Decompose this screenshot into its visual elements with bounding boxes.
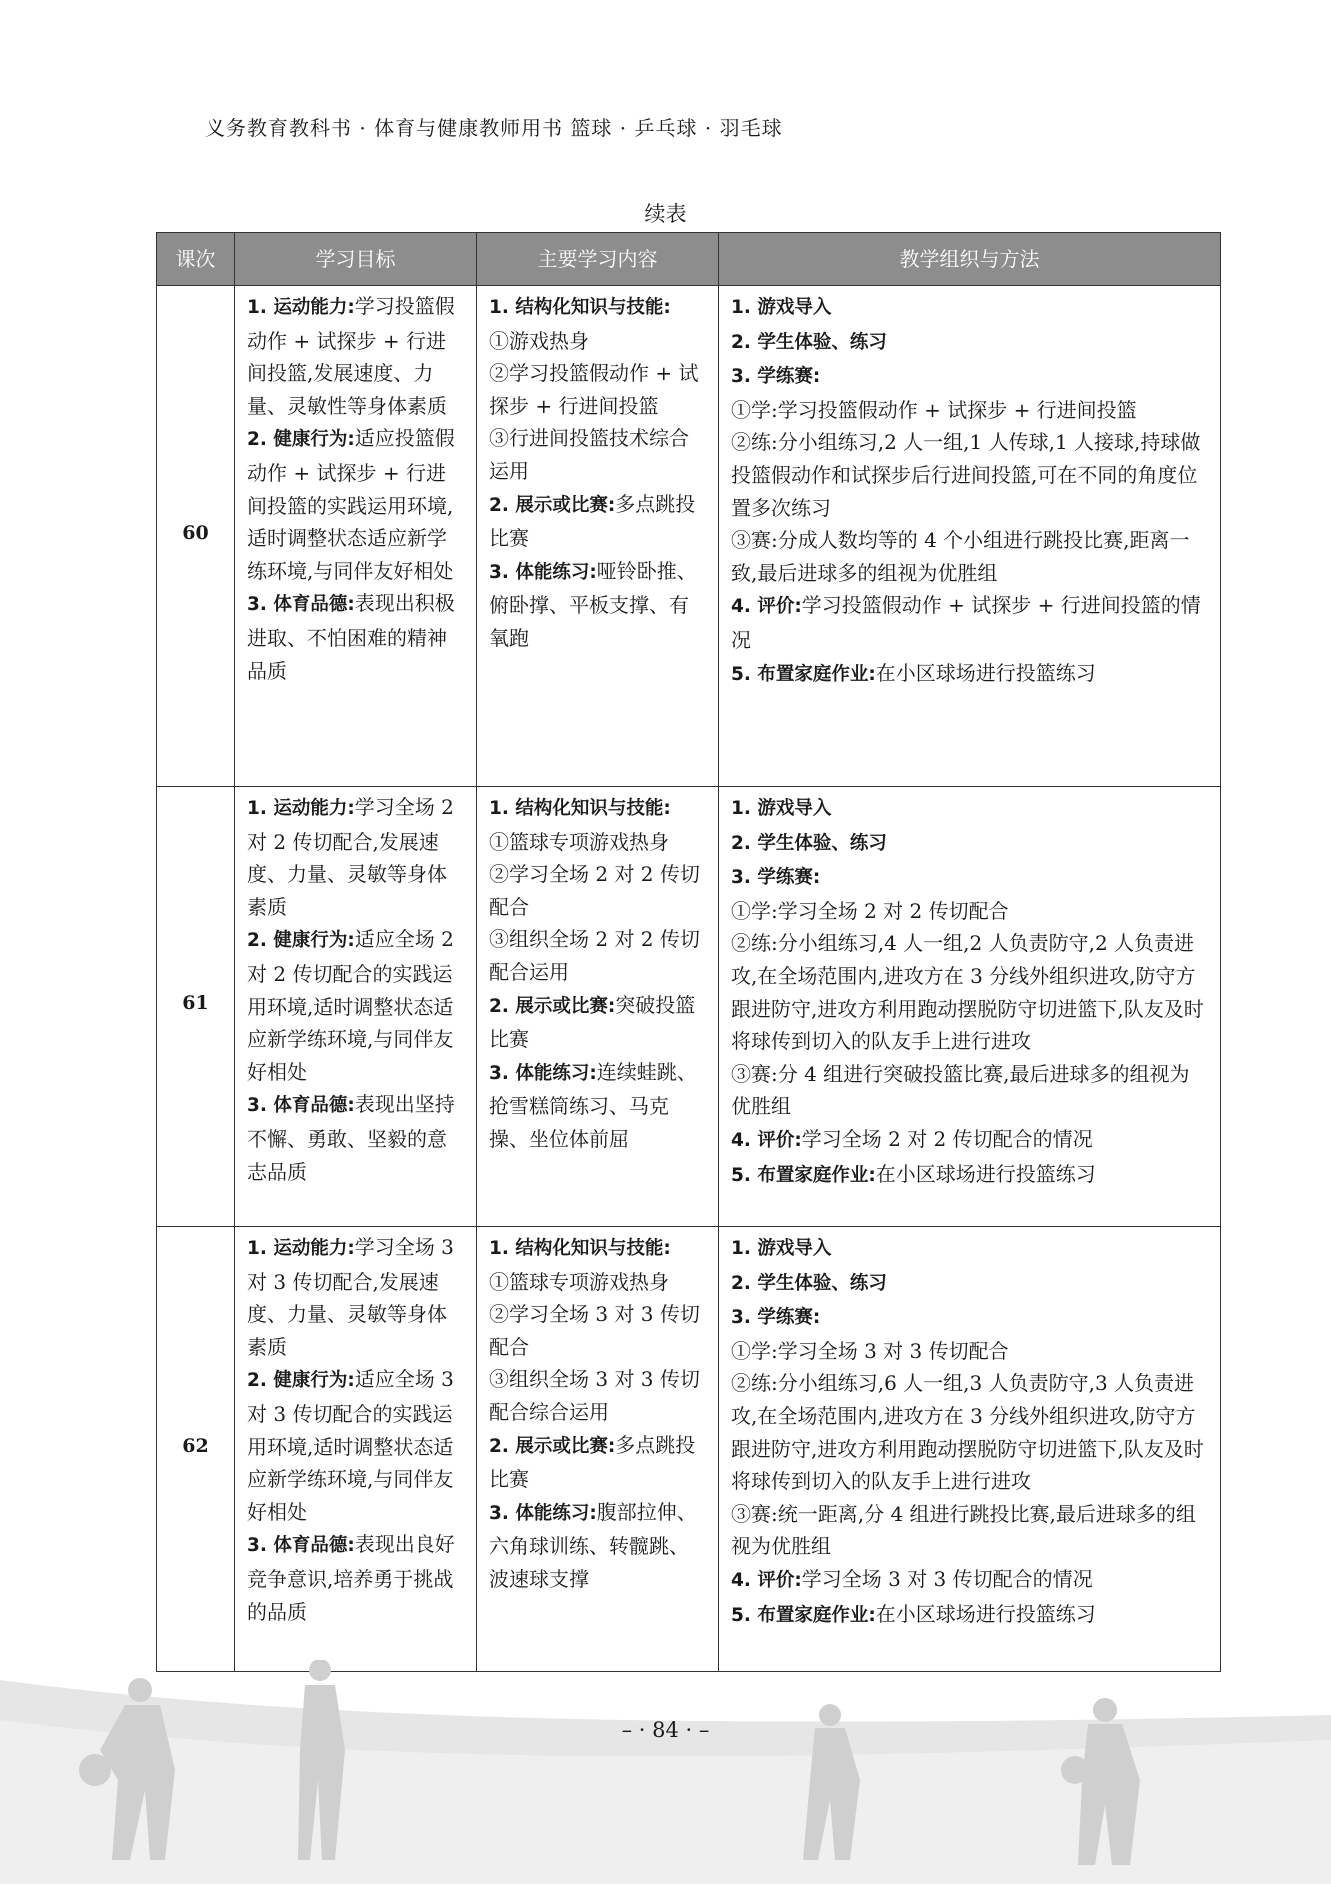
continued-label: 续表: [644, 202, 687, 226]
methods-item: [731, 325, 1208, 360]
content-item-text: ③组织全场 3 对 3 传切配合综合运用: [489, 1367, 700, 1424]
methods-item: [731, 1300, 1208, 1335]
methods-item-text: 学习全场 3 对 3 传切配合的情况: [801, 1566, 1093, 1591]
methods-item-key: 3. 学练赛:: [731, 366, 821, 388]
lesson-plan-table: [156, 232, 1221, 1672]
methods-item: [731, 1058, 1208, 1123]
content-cell: [477, 286, 719, 787]
goals-item-key: 1. 运动能力:: [247, 1238, 355, 1259]
goals-item: [247, 1088, 464, 1188]
methods-item: [731, 1498, 1208, 1563]
methods-item: [731, 589, 1208, 656]
footer-decoration: [0, 1660, 1331, 1884]
methods-item: [731, 826, 1208, 861]
table-row: [157, 1227, 1221, 1672]
content-item: [489, 1266, 706, 1299]
methods-item-text: ③赛:分成人数均等的 4 个小组进行跳投比赛,距离一致,最后进球多的组视为优胜组: [731, 528, 1190, 585]
column-header-goals: 学习目标: [235, 233, 477, 286]
methods-item-text: 在小区球场进行投篮练习: [875, 1161, 1096, 1186]
table-header-row: [157, 233, 1221, 286]
lesson-number-cell: 62: [157, 1227, 235, 1672]
methods-cell: [719, 1227, 1221, 1672]
methods-item: [731, 1266, 1208, 1301]
goals-item-key: 1. 运动能力:: [247, 297, 355, 318]
methods-cell: [719, 286, 1221, 787]
methods-item-text: ①学:学习全场 2 对 2 传切配合: [731, 898, 1009, 923]
methods-item-key: 2. 学生体验、练习: [731, 832, 887, 854]
content-item-text: ①游戏热身: [489, 328, 589, 353]
methods-item-key: 4. 评价:: [731, 1129, 802, 1151]
goals-item: [247, 923, 464, 1088]
goals-item: [247, 587, 464, 687]
content-item-key: 1. 结构化知识与技能:: [489, 1238, 671, 1259]
methods-item: [731, 1123, 1208, 1158]
methods-item-key: 3. 学练赛:: [731, 1307, 821, 1329]
goals-item-text: 适应全场 2 对 2 传切配合的实践运用环境,适时调整状态适应新学练环境,与同伴友好相处: [247, 927, 454, 1084]
methods-item: [731, 927, 1208, 1057]
methods-item: [731, 860, 1208, 895]
goals-item-key: 2. 健康行为:: [247, 930, 355, 952]
methods-item: [731, 791, 1208, 826]
methods-item: [731, 359, 1208, 394]
goals-item: [247, 290, 464, 422]
methods-item: [731, 290, 1208, 325]
content-item-key: 3. 体能练习:: [489, 1062, 597, 1084]
methods-item-key: 5. 布置家庭作业:: [731, 663, 876, 685]
goals-item-key: 3. 体育品德:: [247, 594, 355, 616]
content-item-key: 3. 体能练习:: [489, 1502, 597, 1524]
content-item: [489, 422, 706, 487]
goals-item-key: 1. 运动能力:: [247, 798, 355, 819]
methods-item-key: 2. 学生体验、练习: [731, 1272, 887, 1294]
content-item-key: 3. 体能练习:: [489, 561, 597, 583]
column-header-content: 主要学习内容: [477, 233, 719, 286]
methods-item: [731, 1367, 1208, 1497]
lesson-number-cell: 61: [157, 787, 235, 1227]
goals-item-text: 表现出积极进取、不怕困难的精神品质: [247, 591, 455, 683]
methods-item-text: ②练:分小组练习,2 人一组,1 人传球,1 人接球,持球做投篮假动作和试探步后行进间投篮,可在不同的角度位置多次练习: [731, 430, 1201, 520]
methods-item: [731, 426, 1208, 524]
goals-item-text: 表现出坚持不懈、勇敢、坚毅的意志品质: [247, 1092, 455, 1184]
goals-item-key: 3. 体育品德:: [247, 1535, 355, 1557]
content-item-text: ②学习投篮假动作 + 试探步 + 行进间投篮: [489, 361, 699, 418]
methods-item-key: 4. 评价:: [731, 596, 802, 618]
content-item: [489, 1056, 706, 1156]
content-item: [489, 488, 706, 555]
methods-item: [731, 394, 1208, 427]
methods-item-text: ②练:分小组练习,4 人一组,2 人负责防守,2 人负责进攻,在全场范围内,进攻方在 3 分线外组织进攻,防守方跟进防守,进攻方利用跑动摆脱防守切进篮下,队友及时将球传到切入的队友手上进行进攻: [731, 931, 1204, 1054]
goals-item: [247, 791, 464, 923]
methods-item-key: 5. 布置家庭作业:: [731, 1604, 876, 1626]
column-header-lesson: 课次: [157, 233, 235, 286]
goals-item: [247, 1363, 464, 1528]
content-item: [489, 357, 706, 422]
content-item: [489, 325, 706, 358]
methods-item-key: 1. 游戏导入: [731, 798, 832, 819]
content-item-key: 1. 结构化知识与技能:: [489, 798, 671, 819]
methods-item: [731, 1158, 1208, 1193]
content-cell: [477, 787, 719, 1227]
methods-item-key: 3. 学练赛:: [731, 867, 821, 889]
methods-item-text: ①学:学习全场 3 对 3 传切配合: [731, 1338, 1009, 1363]
goals-item-key: 2. 健康行为:: [247, 1370, 355, 1392]
content-item: [489, 858, 706, 923]
content-item: [489, 826, 706, 859]
methods-item-key: 1. 游戏导入: [731, 1238, 832, 1259]
content-item: [489, 1231, 706, 1266]
table-row: [157, 787, 1221, 1227]
running-header: 义务教育教科书 · 体育与健康教师用书 篮球 · 乒乓球 · 羽毛球: [205, 116, 783, 140]
content-item: [489, 1363, 706, 1428]
page-number: – · 84 · –: [621, 1718, 710, 1742]
content-item: [489, 1496, 706, 1596]
goals-item-text: 学习投篮假动作 + 试探步 + 行进间投篮,发展速度、力量、灵敏性等身体素质: [247, 294, 455, 418]
methods-item: [731, 895, 1208, 928]
content-item-text: 多点跳投比赛: [489, 1432, 696, 1492]
methods-item-key: 5. 布置家庭作业:: [731, 1164, 876, 1186]
goals-cell: [235, 286, 477, 787]
content-cell: [477, 1227, 719, 1672]
content-item: [489, 923, 706, 988]
methods-item-text: ②练:分小组练习,6 人一组,3 人负责防守,3 人负责进攻,在全场范围内,进攻方在 3 分线外组织进攻,防守方跟进防守,进攻方利用跑动摆脱防守切进篮下,队友及时将球传到切入的队友手上进行进攻: [731, 1371, 1204, 1494]
content-item-key: 2. 展示或比赛:: [489, 1435, 616, 1457]
lesson-number-cell: 60: [157, 286, 235, 787]
methods-item-text: 在小区球场进行投篮练习: [875, 660, 1096, 685]
column-header-methods: 教学组织与方法: [719, 233, 1221, 286]
methods-item-text: ③赛:统一距离,分 4 组进行跳投比赛,最后进球多的组视为优胜组: [731, 1501, 1196, 1559]
methods-item: [731, 1231, 1208, 1266]
content-item-text: ①篮球专项游戏热身: [489, 829, 669, 854]
goals-item-text: 学习全场 2 对 2 传切配合,发展速度、力量、灵敏等身体素质: [247, 795, 454, 919]
content-item-text: 腹部拉伸、六角球训练、转髋跳、波速球支撑: [489, 1499, 697, 1591]
content-item-text: ②学习全场 2 对 2 传切配合: [489, 862, 700, 919]
content-item-text: 突破投篮比赛: [489, 992, 696, 1052]
methods-item-key: 4. 评价:: [731, 1569, 802, 1591]
content-item-text: ①篮球专项游戏热身: [489, 1269, 669, 1294]
goals-item-key: 2. 健康行为:: [247, 429, 355, 451]
content-item-key: 2. 展示或比赛:: [489, 995, 616, 1017]
content-item-text: 多点跳投比赛: [489, 491, 696, 551]
content-item-key: 2. 展示或比赛:: [489, 494, 616, 516]
goals-item-text: 适应全场 3 对 3 传切配合的实践运用环境,适时调整状态适应新学练环境,与同伴友好相处: [247, 1367, 454, 1524]
content-item: [489, 791, 706, 826]
goals-item-text: 学习全场 3 对 3 传切配合,发展速度、力量、灵敏等身体素质: [247, 1235, 454, 1359]
methods-item: [731, 1563, 1208, 1598]
content-item-text: ③行进间投篮技术综合运用: [489, 426, 689, 483]
methods-item: [731, 1598, 1208, 1633]
goals-item: [247, 422, 464, 587]
methods-item-key: 2. 学生体验、练习: [731, 331, 887, 353]
goals-item-key: 3. 体育品德:: [247, 1095, 355, 1117]
methods-item-text: 学习投篮假动作 + 试探步 + 行进间投篮的情况: [731, 593, 1201, 652]
content-item-text: 连续蛙跳、抢雪糕筒练习、马克操、坐位体前屈: [489, 1059, 697, 1151]
goals-item: [247, 1231, 464, 1363]
table-row: [157, 286, 1221, 787]
methods-item-key: 1. 游戏导入: [731, 297, 832, 318]
content-item: [489, 989, 706, 1056]
methods-item-text: ③赛:分 4 组进行突破投篮比赛,最后进球多的组视为优胜组: [731, 1061, 1190, 1119]
content-item-key: 1. 结构化知识与技能:: [489, 297, 671, 318]
content-item: [489, 555, 706, 655]
goals-item-text: 表现出良好竞争意识,培养勇于挑战的品质: [247, 1532, 455, 1624]
goals-cell: [235, 1227, 477, 1672]
content-item: [489, 290, 706, 325]
content-item-text: ②学习全场 3 对 3 传切配合: [489, 1302, 700, 1359]
methods-cell: [719, 787, 1221, 1227]
methods-item: [731, 657, 1208, 692]
content-item-text: ③组织全场 2 对 2 传切配合运用: [489, 927, 700, 984]
methods-item-text: 在小区球场进行投篮练习: [875, 1601, 1096, 1626]
methods-item-text: 学习全场 2 对 2 传切配合的情况: [801, 1126, 1093, 1151]
goals-item-text: 适应投篮假动作 + 试探步 + 行进间投篮的实践运用环境,适时调整状态适应新学练环境,与同伴友好相处: [247, 426, 455, 583]
methods-item-text: ①学:学习投篮假动作 + 试探步 + 行进间投篮: [731, 397, 1137, 422]
methods-item: [731, 524, 1208, 589]
content-item: [489, 1429, 706, 1496]
content-item-text: 哑铃卧推、俯卧撑、平板支撑、有氧跑: [489, 558, 697, 650]
goals-cell: [235, 787, 477, 1227]
goals-item: [247, 1528, 464, 1628]
content-item: [489, 1298, 706, 1363]
methods-item: [731, 1335, 1208, 1368]
